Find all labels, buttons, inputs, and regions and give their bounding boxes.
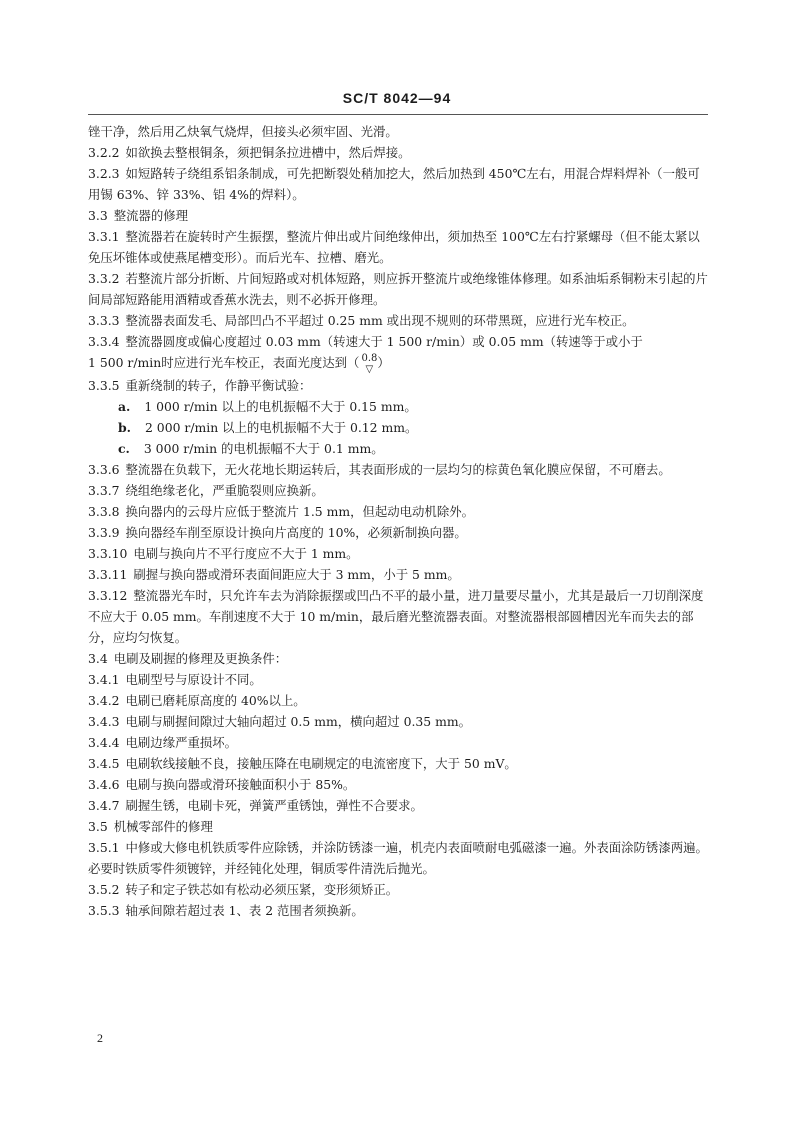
list-item <box>88 396 712 417</box>
list-text: 1 000 r/min 以上的电机振幅不大于 0.15 mm。 <box>144 398 417 414</box>
paragraph-text: 换向器内的云母片应低于整流片 1.5 mm，但起动电动机除外。 <box>125 503 474 519</box>
paragraph-text: 电刷型号与原设计不同。 <box>125 671 262 687</box>
clause-number: 3.3.2 <box>88 271 120 286</box>
clause-number: 3.4.6 <box>88 776 120 792</box>
paragraph-text: 电刷与换向器或滑环接触面积小于 85%。 <box>125 776 356 792</box>
section-3-5-heading <box>88 816 712 837</box>
clause-number: 3.3.10 <box>88 545 128 561</box>
paragraph-3-3-8 <box>88 501 712 522</box>
paragraph-3-4-4 <box>88 732 712 753</box>
clause-number: 3.4 <box>88 650 108 666</box>
paragraph-text: 整流器在负载下，无火花地长期运转后，其表面形成的一层均匀的棕黄色氧化膜应保留，不可磨去。 <box>125 461 671 477</box>
paragraph-3-3-4-cont <box>88 352 712 375</box>
paragraph-text: 刷握生锈，电刷卡死，弹簧严重锈蚀，弹性不合要求。 <box>125 797 423 813</box>
paragraph-text: 电刷软线接触不良，接触压降在电刷规定的电流密度下，大于 50 mV。 <box>125 755 517 771</box>
paragraph-3-5-3 <box>88 900 712 921</box>
clause-number: 3.4.5 <box>88 755 120 771</box>
paragraph-3-5-1 <box>88 837 712 879</box>
paragraph-text: 如短路转子绕组系铝条制成，可先把断裂处稍加挖大，然后加热到 450℃左右，用混合焊料焊补（一般可用锡 63%、锌 33%、铝 4%的焊料）。 <box>88 166 700 202</box>
clause-number: 3.4.4 <box>88 734 120 750</box>
paragraph-3-3-2 <box>88 268 712 310</box>
paragraph-text: 转子和定子铁芯如有松动必须压紧，变形须矫正。 <box>125 881 399 897</box>
paragraph-continuation <box>88 121 712 142</box>
paragraph-3-3-6 <box>88 459 712 480</box>
paragraph-text: 重新绕制的转子，作静平衡试验： <box>125 377 312 393</box>
clause-number: 3.2.2 <box>88 145 120 160</box>
clause-number: 3.3.1 <box>88 229 120 244</box>
paragraph-text: 换向器经车削至原设计换向片高度的 10%，必须新制换向器。 <box>125 524 467 540</box>
standard-code-header: SC/T 8042—94 <box>342 90 452 106</box>
paragraph-text: 如欲换去整根铜条，须把铜条拉进槽中，然后焊接。 <box>125 145 411 160</box>
paragraph-text: 锉干净，然后用乙炔氧气烧焊，但接头必须牢固、光滑。 <box>88 124 398 139</box>
paragraph-3-3-9 <box>88 522 712 543</box>
section-3-3-heading <box>88 205 712 226</box>
paragraph-3-3-10 <box>88 543 712 564</box>
list-text: 2 000 r/min 以上的电机振幅不大于 0.12 mm。 <box>144 419 418 435</box>
paragraph-3-3-5 <box>88 375 712 396</box>
clause-number: 3.4.2 <box>88 692 120 708</box>
clause-number: 3.3.12 <box>88 587 128 603</box>
paragraph-text: 若整流片部分折断、片间短路或对机体短路，则应拆开整流片或绝缘锥体修理。如系油垢系铜粉末引起的片间局部短路能用酒精或香蕉水洗去，则不必拆开修理。 <box>88 271 708 307</box>
paragraph-3-4-7 <box>88 795 712 816</box>
clause-number: 3.5.2 <box>88 881 120 897</box>
clause-number: 3.3 <box>88 208 108 223</box>
paragraph-3-4-1 <box>88 669 712 690</box>
roughness-value: 0.8 <box>361 352 378 364</box>
clause-number: 3.3.4 <box>88 334 120 349</box>
clause-number: 3.3.7 <box>88 482 120 498</box>
document-body <box>88 121 712 921</box>
paragraph-text: 整流器圆度或偏心度超过 0.03 mm（转速大于 1 500 r/min）或 0.05 mm（转速等于或小于 <box>125 334 643 349</box>
paragraph-3-3-4 <box>88 331 712 352</box>
clause-number: 3.3.3 <box>88 313 120 328</box>
list-letter: b. <box>118 419 131 435</box>
paragraph-text: 刷握与换向器或滑环表面间距应大于 3 mm，小于 5 mm。 <box>133 566 460 582</box>
paragraph-3-4-2 <box>88 690 712 711</box>
paragraph-text: 整流器光车时，只允许车去为消除振摆或凹凸不平的最小量，进刀量要尽量小，尤其是最后一刀切削深度不应大于 0.05 mm。车削速度不大于 10 m/min，最后磨光整流器表面。对整流器根部圆槽因光车而失去的部分，应均匀恢复。 <box>88 587 704 645</box>
header-rule <box>88 114 708 115</box>
paragraph-text: 电刷与换向片不平行度应不大于 1 mm。 <box>133 545 359 561</box>
paragraph-text: 整流器若在旋转时产生振摆，整流片伸出或片间绝缘伸出，须加热至 100℃左右拧紧螺母（但不能太紧以免压坏锥体或使燕尾槽变形）。而后光车、拉槽、磨光。 <box>88 229 700 265</box>
page-number: 2 <box>97 1031 103 1045</box>
list-text: 3 000 r/min 的电机振幅不大于 0.1 mm。 <box>143 440 384 456</box>
paragraph-text: 整流器表面发毛、局部凹凸不平超过 0.25 mm 或出现不规则的环带黑斑，应进行光车校正。 <box>125 313 635 328</box>
clause-number: 3.5.1 <box>88 839 120 855</box>
paragraph-3-2-2 <box>88 142 712 163</box>
section-title: 电刷及刷握的修理及更换条件： <box>113 650 288 666</box>
paragraph-text: 绕组绝缘老化，严重脆裂则应换新。 <box>125 482 324 498</box>
list-item <box>88 417 712 438</box>
list-letter: c. <box>118 440 130 456</box>
paragraph-text: 1 500 r/min时应进行光车校正，表面光度达到（ <box>88 355 360 370</box>
section-title: 机械零部件的修理 <box>113 818 213 834</box>
paragraph-3-3-3 <box>88 310 712 331</box>
paragraph-3-3-7 <box>88 480 712 501</box>
clause-number: 3.3.9 <box>88 524 120 540</box>
paragraph-3-2-3 <box>88 163 712 205</box>
triangle-finish-icon: ▽ <box>365 363 374 375</box>
paragraph-3-4-3 <box>88 711 712 732</box>
paragraph-3-3-1 <box>88 226 712 268</box>
clause-number: 3.4.7 <box>88 797 120 813</box>
list-letter: a. <box>118 398 131 414</box>
paragraph-text: 电刷与刷握间隙过大轴向超过 0.5 mm，横向超过 0.35 mm。 <box>125 713 471 729</box>
paragraph-text: 轴承间隙若超过表 1、表 2 范围者须换新。 <box>125 902 364 918</box>
clause-number: 3.4.3 <box>88 713 120 729</box>
surface-finish-symbol <box>361 353 377 375</box>
list-item <box>88 438 712 459</box>
paragraph-3-3-11 <box>88 564 712 585</box>
paragraph-text: 电刷已磨耗原高度的 40%以上。 <box>125 692 306 708</box>
section-title: 整流器的修理 <box>113 208 189 223</box>
closing-paren: ） <box>377 355 390 370</box>
clause-number: 3.3.5 <box>88 377 120 393</box>
paragraph-3-4-5 <box>88 753 712 774</box>
clause-number: 3.3.6 <box>88 461 120 477</box>
clause-number: 3.4.1 <box>88 671 120 687</box>
clause-number: 3.2.3 <box>88 166 120 181</box>
section-3-4-heading <box>88 648 712 669</box>
paragraph-3-4-6 <box>88 774 712 795</box>
paragraph-3-5-2 <box>88 879 712 900</box>
paragraph-text: 中修或大修电机铁质零件应除锈，并涂防锈漆一遍，机壳内表面喷耐电弧磁漆一遍。外表面涂防锈漆两遍。必要时铁质零件须镀锌，并经钝化处理，铜质零件清洗后抛光。 <box>88 839 708 876</box>
clause-number: 3.5 <box>88 818 108 834</box>
clause-number: 3.3.8 <box>88 503 120 519</box>
clause-number: 3.3.11 <box>88 566 128 582</box>
paragraph-text: 电刷边缘严重损坏。 <box>125 734 238 750</box>
paragraph-3-3-12 <box>88 585 712 648</box>
clause-number: 3.5.3 <box>88 902 120 918</box>
